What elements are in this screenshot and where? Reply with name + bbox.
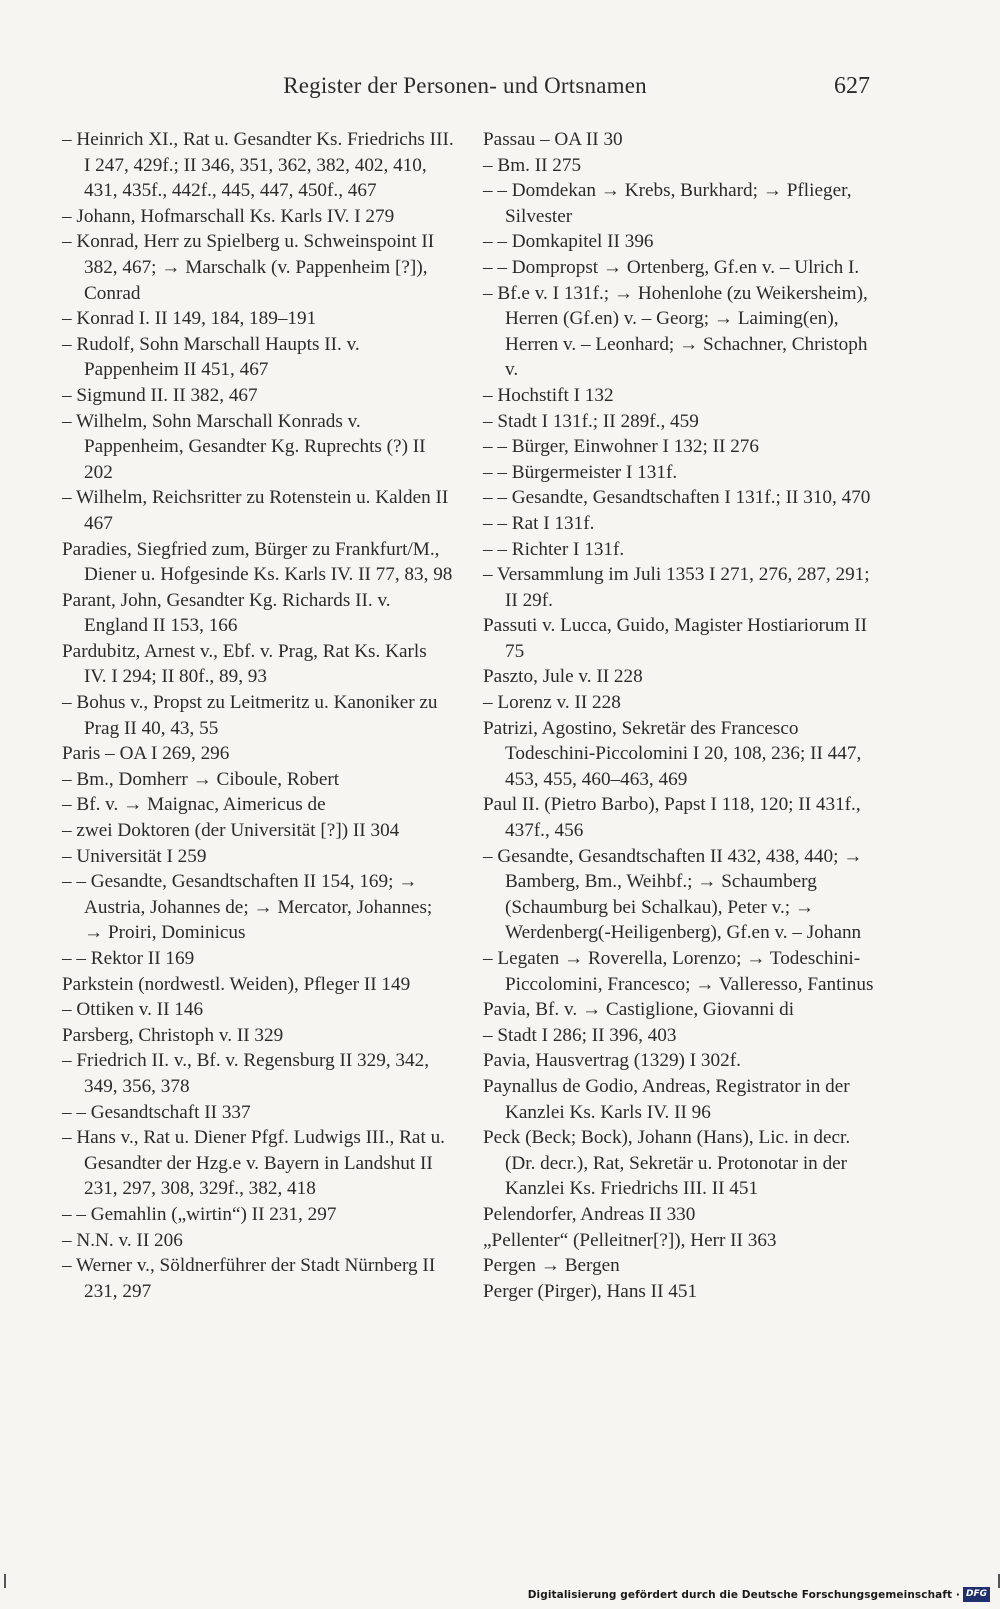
index-entry: – Bm., Domherr → Ciboule, Robert: [62, 768, 340, 790]
index-entry: – – Rektor II 169: [62, 948, 195, 969]
index-entry: – Bf. v. → Maignac, Aimericus de: [62, 794, 326, 816]
running-title: Register der Personen- und Ortsnamen: [283, 73, 647, 98]
index-entry: – – Gemahlin („wirtin“) II 231, 297: [62, 1203, 337, 1225]
index-entry: – Wilhelm, Reichsritter zu Rotenstein u. Kalden II 467: [62, 487, 449, 534]
index-entry: – Konrad I. II 149, 184, 189–191: [62, 308, 317, 330]
funding-note: Digitalisierung gefördert durch die Deutsche Forschungsgemeinschaft ·: [527, 1589, 960, 1601]
index-entry: – Bohus v., Propst zu Leitmeritz u. Kanoniker zu Prag II 40, 43, 55: [62, 692, 438, 739]
index-entry: Passuti v. Lucca, Guido, Magister Hostiariorum II 75: [483, 615, 868, 662]
index-entry: – Hochstift I 132: [483, 384, 614, 406]
index-entry: – – Domdekan → Krebs, Burkhard; → Pflieger, Silvester: [483, 180, 852, 227]
index-entry: – Stadt I 286; II 396, 403: [483, 1024, 677, 1046]
index-entry: – – Gesandte, Gesandtschaften I 131f.; II 310, 470: [483, 487, 871, 509]
index-entry: Patrizi, Agostino, Sekretär des Francesco Todeschini-Piccolomini I 20, 108, 236; II 447, 453, 455, 460–463, 469: [483, 717, 862, 790]
index-entry: Pavia, Hausvertrag (1329) I 302f.: [483, 1050, 741, 1072]
index-entry: – zwei Doktoren (der Universität [?]) II 304: [62, 820, 400, 842]
index-entry: Parkstein (nordwestl. Weiden), Pfleger II 149: [62, 973, 411, 995]
index-entry: – Johann, Hofmarschall Ks. Karls IV. I 279: [62, 205, 395, 227]
index-entry: Peck (Beck; Bock), Johann (Hans), Lic. in decr. (Dr. decr.), Rat, Sekretär u. Protonotar in der Kanzlei Ks. Friedrichs III. II 451: [483, 1127, 851, 1200]
index-entry: – Bf.e v. I 131f.; → Hohenlohe (zu Weikersheim), Herren (Gf.en) v. – Georg; → Laiming(en), Herren v. – Leonhard; → Schachner, Christoph v.: [483, 282, 868, 381]
left-column: [62, 127, 454, 1304]
index-entry: – Lorenz v. II 228: [483, 692, 621, 714]
page-number: 627: [834, 73, 870, 99]
index-entry: – Heinrich XI., Rat u. Gesandter Ks. Friedrichs III. I 247, 429f.; II 346, 351, 362, 382, 402, 410, 431, 435f., 442f., 445, 447, 450f., 467: [62, 129, 454, 202]
index-entry: – Konrad, Herr zu Spielberg u. Schweinspoint II 382, 467; → Marschalk (v. Pappenheim [?]), Conrad: [62, 231, 435, 304]
index-entry: – – Domkapitel II 396: [483, 231, 654, 253]
index-entry: Paul II. (Pietro Barbo), Papst I 118, 120; II 431f., 437f., 456: [483, 794, 861, 842]
index-entry: – – Rat I 131f.: [483, 512, 595, 534]
index-entry: Paris – OA I 269, 296: [62, 743, 230, 765]
index-entry: – Werner v., Söldnerführer der Stadt Nürnberg II 231, 297: [62, 1255, 436, 1302]
right-column: [483, 127, 875, 1304]
index-entry: – Stadt I 131f.; II 289f., 459: [483, 410, 699, 432]
index-entry: – Friedrich II. v., Bf. v. Regensburg II 329, 342, 349, 356, 378: [62, 1050, 429, 1097]
index-entry: Paszto, Jule v. II 228: [483, 666, 643, 688]
index-entry: – N.N. v. II 206: [62, 1229, 183, 1251]
index-entry: Paynallus de Godio, Andreas, Registrator in der Kanzlei Ks. Karls IV. II 96: [483, 1075, 850, 1123]
index-entry: – Gesandte, Gesandtschaften II 432, 438, 440; → Bamberg, Bm., Weihbf.; → Schaumberg (Schaumburg bei Schalkau), Peter v.; → Werdenberg(-Heiligenberg), Gf.en v. – Johann: [483, 845, 863, 944]
index-entry: Pelendorfer, Andreas II 330: [483, 1203, 696, 1225]
index-entry: – – Bürger, Einwohner I 132; II 276: [483, 436, 759, 458]
index-entry: – – Gesandte, Gesandtschaften II 154, 169; → Austria, Johannes de; → Mercator, Johannes; → Proiri, Dominicus: [62, 871, 433, 944]
index-entry: – Rudolf, Sohn Marschall Haupts II. v. Pappenheim II 451, 467: [62, 333, 360, 381]
index-entry: – – Dompropst → Ortenberg, Gf.en v. – Ulrich I.: [483, 256, 860, 278]
index-entry: – – Gesandtschaft II 337: [62, 1101, 251, 1123]
index-entry: „Pellenter“ (Pelleitner[?]), Herr II 363: [483, 1229, 777, 1251]
index-entry: Pavia, Bf. v. → Castiglione, Giovanni di: [483, 999, 795, 1021]
index-entry: – Sigmund II. II 382, 467: [62, 384, 258, 406]
index-entry: Perger (Pirger), Hans II 451: [483, 1280, 698, 1302]
index-entry: – Wilhelm, Sohn Marschall Konrads v. Pappenheim, Gesandter Kg. Ruprechts (?) II 202: [62, 410, 426, 483]
index-entry: – Legaten → Roverella, Lorenzo; → Todeschini-Piccolomini, Francesco; → Valleresso, Fantinus: [483, 948, 874, 995]
index-entry: – – Richter I 131f.: [483, 538, 625, 560]
index-entry: Paradies, Siegfried zum, Bürger zu Frankfurt/M., Diener u. Hofgesinde Ks. Karls IV. II 77, 83, 98: [62, 538, 453, 586]
index-entry: – Ottiken v. II 146: [62, 999, 204, 1021]
page-header: [60, 66, 870, 106]
index-entry: Parant, John, Gesandter Kg. Richards II. v. England II 153, 166: [62, 589, 391, 637]
index-entry: – Bm. II 275: [483, 154, 582, 176]
index-entry: Pergen → Bergen: [483, 1255, 620, 1277]
index-entry: – – Bürgermeister I 131f.: [483, 461, 678, 483]
index-entry: Parsberg, Christoph v. II 329: [62, 1024, 284, 1046]
footer: [0, 1583, 1000, 1609]
index-entry: – Universität I 259: [62, 845, 207, 867]
index-entry: Passau – OA II 30: [483, 129, 623, 150]
index-entry: – Versammlung im Juli 1353 I 271, 276, 287, 291; II 29f.: [483, 564, 870, 611]
index-entry: – Hans v., Rat u. Diener Pfgf. Ludwigs III., Rat u. Gesandter der Hzg.e v. Bayern in Landshut II 231, 297, 308, 329f., 382, 418: [62, 1127, 445, 1200]
dfg-logo: DFG: [963, 1587, 990, 1602]
index-entry: Pardubitz, Arnest v., Ebf. v. Prag, Rat Ks. Karls IV. I 294; II 80f., 89, 93: [62, 640, 427, 688]
